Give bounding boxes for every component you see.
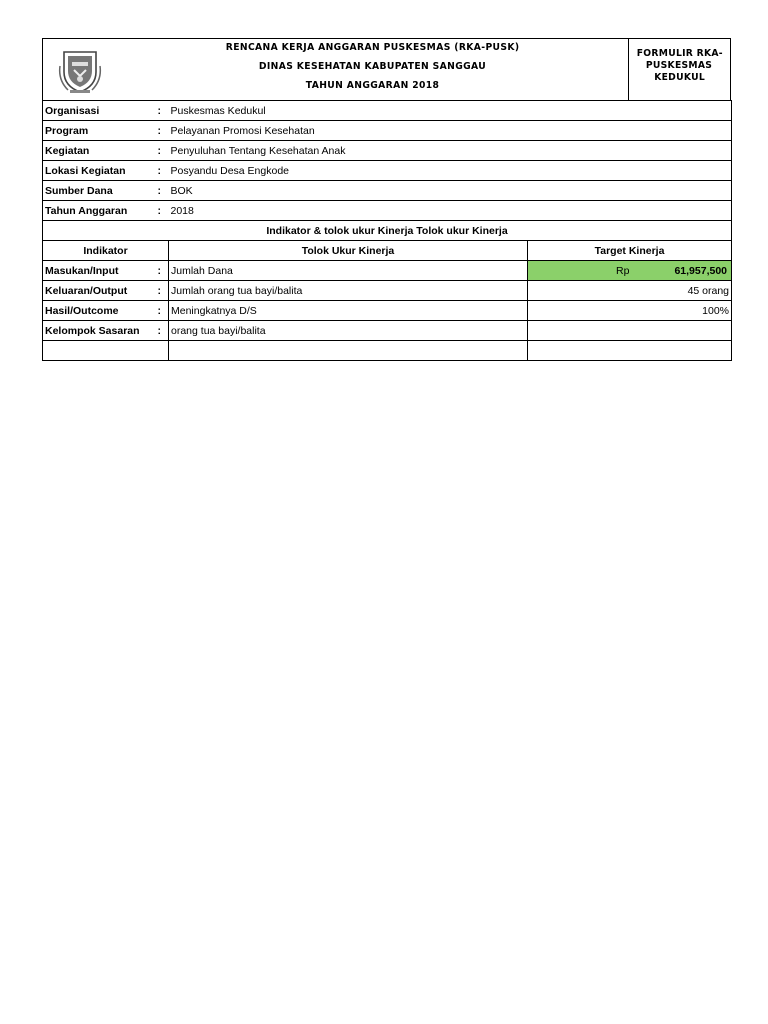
indikator-colon: :	[156, 261, 169, 281]
info-value: Pelayanan Promosi Kesehatan	[169, 121, 732, 141]
info-value: BOK	[169, 181, 732, 201]
form-label-line1: FORMULIR RKA-	[636, 48, 723, 59]
indikator-row-outcome	[43, 301, 732, 321]
info-value: Puskesmas Kedukul	[169, 101, 732, 121]
indikator-label: Keluaran/Output	[43, 281, 156, 301]
target-value	[528, 321, 732, 341]
indikator-row-input	[43, 261, 732, 281]
info-row-sumber-dana	[43, 181, 732, 201]
form-label-line3: KEDUKUL	[654, 72, 705, 83]
info-row-kegiatan	[43, 141, 732, 161]
info-label: Organisasi	[43, 101, 156, 121]
info-row-tahun-anggaran	[43, 201, 732, 221]
indikator-section-title: Indikator & tolok ukur Kinerja Tolok ukur Kinerja	[43, 221, 732, 241]
indikator-row-output	[43, 281, 732, 301]
form-subtitle: DINAS KESEHATAN KABUPATEN SANGGAU	[258, 61, 487, 72]
indikator-colon: :	[156, 301, 169, 321]
info-value: Posyandu Desa Engkode	[169, 161, 732, 181]
info-label: Program	[43, 121, 156, 141]
col-header-tolok: Tolok Ukur Kinerja	[169, 241, 528, 261]
info-label: Tahun Anggaran	[43, 201, 156, 221]
info-row-program	[43, 121, 732, 141]
info-colon: :	[156, 181, 169, 201]
form-title: RENCANA KERJA ANGGARAN PUSKESMAS (RKA-PUSK)	[225, 42, 520, 53]
indikator-colon: :	[156, 281, 169, 301]
indikator-label	[43, 341, 156, 361]
info-label: Sumber Dana	[43, 181, 156, 201]
info-colon: :	[156, 101, 169, 121]
emblem-icon	[58, 46, 102, 94]
info-colon: :	[156, 121, 169, 141]
info-colon: :	[156, 141, 169, 161]
tolok-value: Jumlah orang tua bayi/balita	[169, 281, 528, 301]
info-value: 2018	[169, 201, 732, 221]
tolok-value: Jumlah Dana	[169, 261, 528, 281]
rka-form	[42, 38, 731, 361]
tolok-value	[169, 341, 528, 361]
target-value: 45 orang	[528, 281, 732, 301]
form-label-block	[629, 39, 730, 100]
target-value: 61,957,500	[674, 264, 728, 277]
indikator-row-empty	[43, 341, 732, 361]
info-row-organisasi	[43, 101, 732, 121]
indikator-label: Kelompok Sasaran	[43, 321, 156, 341]
indikator-colon	[156, 341, 169, 361]
indikator-row-sasaran	[43, 321, 732, 341]
target-value: 100%	[528, 301, 732, 321]
info-row-lokasi	[43, 161, 732, 181]
target-value-cell	[528, 261, 732, 281]
indikator-header-row	[43, 241, 732, 261]
info-colon: :	[156, 161, 169, 181]
col-header-indikator: Indikator	[43, 241, 169, 261]
currency-prefix: Rp	[616, 264, 630, 277]
tolok-value: orang tua bayi/balita	[169, 321, 528, 341]
form-header	[42, 38, 731, 100]
indikator-colon: :	[156, 321, 169, 341]
info-colon: :	[156, 201, 169, 221]
info-label: Lokasi Kegiatan	[43, 161, 156, 181]
form-label-line2: PUSKESMAS	[646, 60, 713, 71]
logo-cell	[43, 39, 117, 100]
info-value: Penyuluhan Tentang Kesehatan Anak	[169, 141, 732, 161]
title-block	[117, 39, 629, 100]
indikator-section-title-row	[43, 221, 732, 241]
target-value	[528, 341, 732, 361]
indikator-label: Masukan/Input	[43, 261, 156, 281]
rka-table	[42, 100, 732, 361]
col-header-target: Target Kinerja	[528, 241, 732, 261]
indikator-label: Hasil/Outcome	[43, 301, 156, 321]
fiscal-year-title: TAHUN ANGGARAN 2018	[305, 80, 440, 91]
info-label: Kegiatan	[43, 141, 156, 161]
tolok-value: Meningkatnya D/S	[169, 301, 528, 321]
